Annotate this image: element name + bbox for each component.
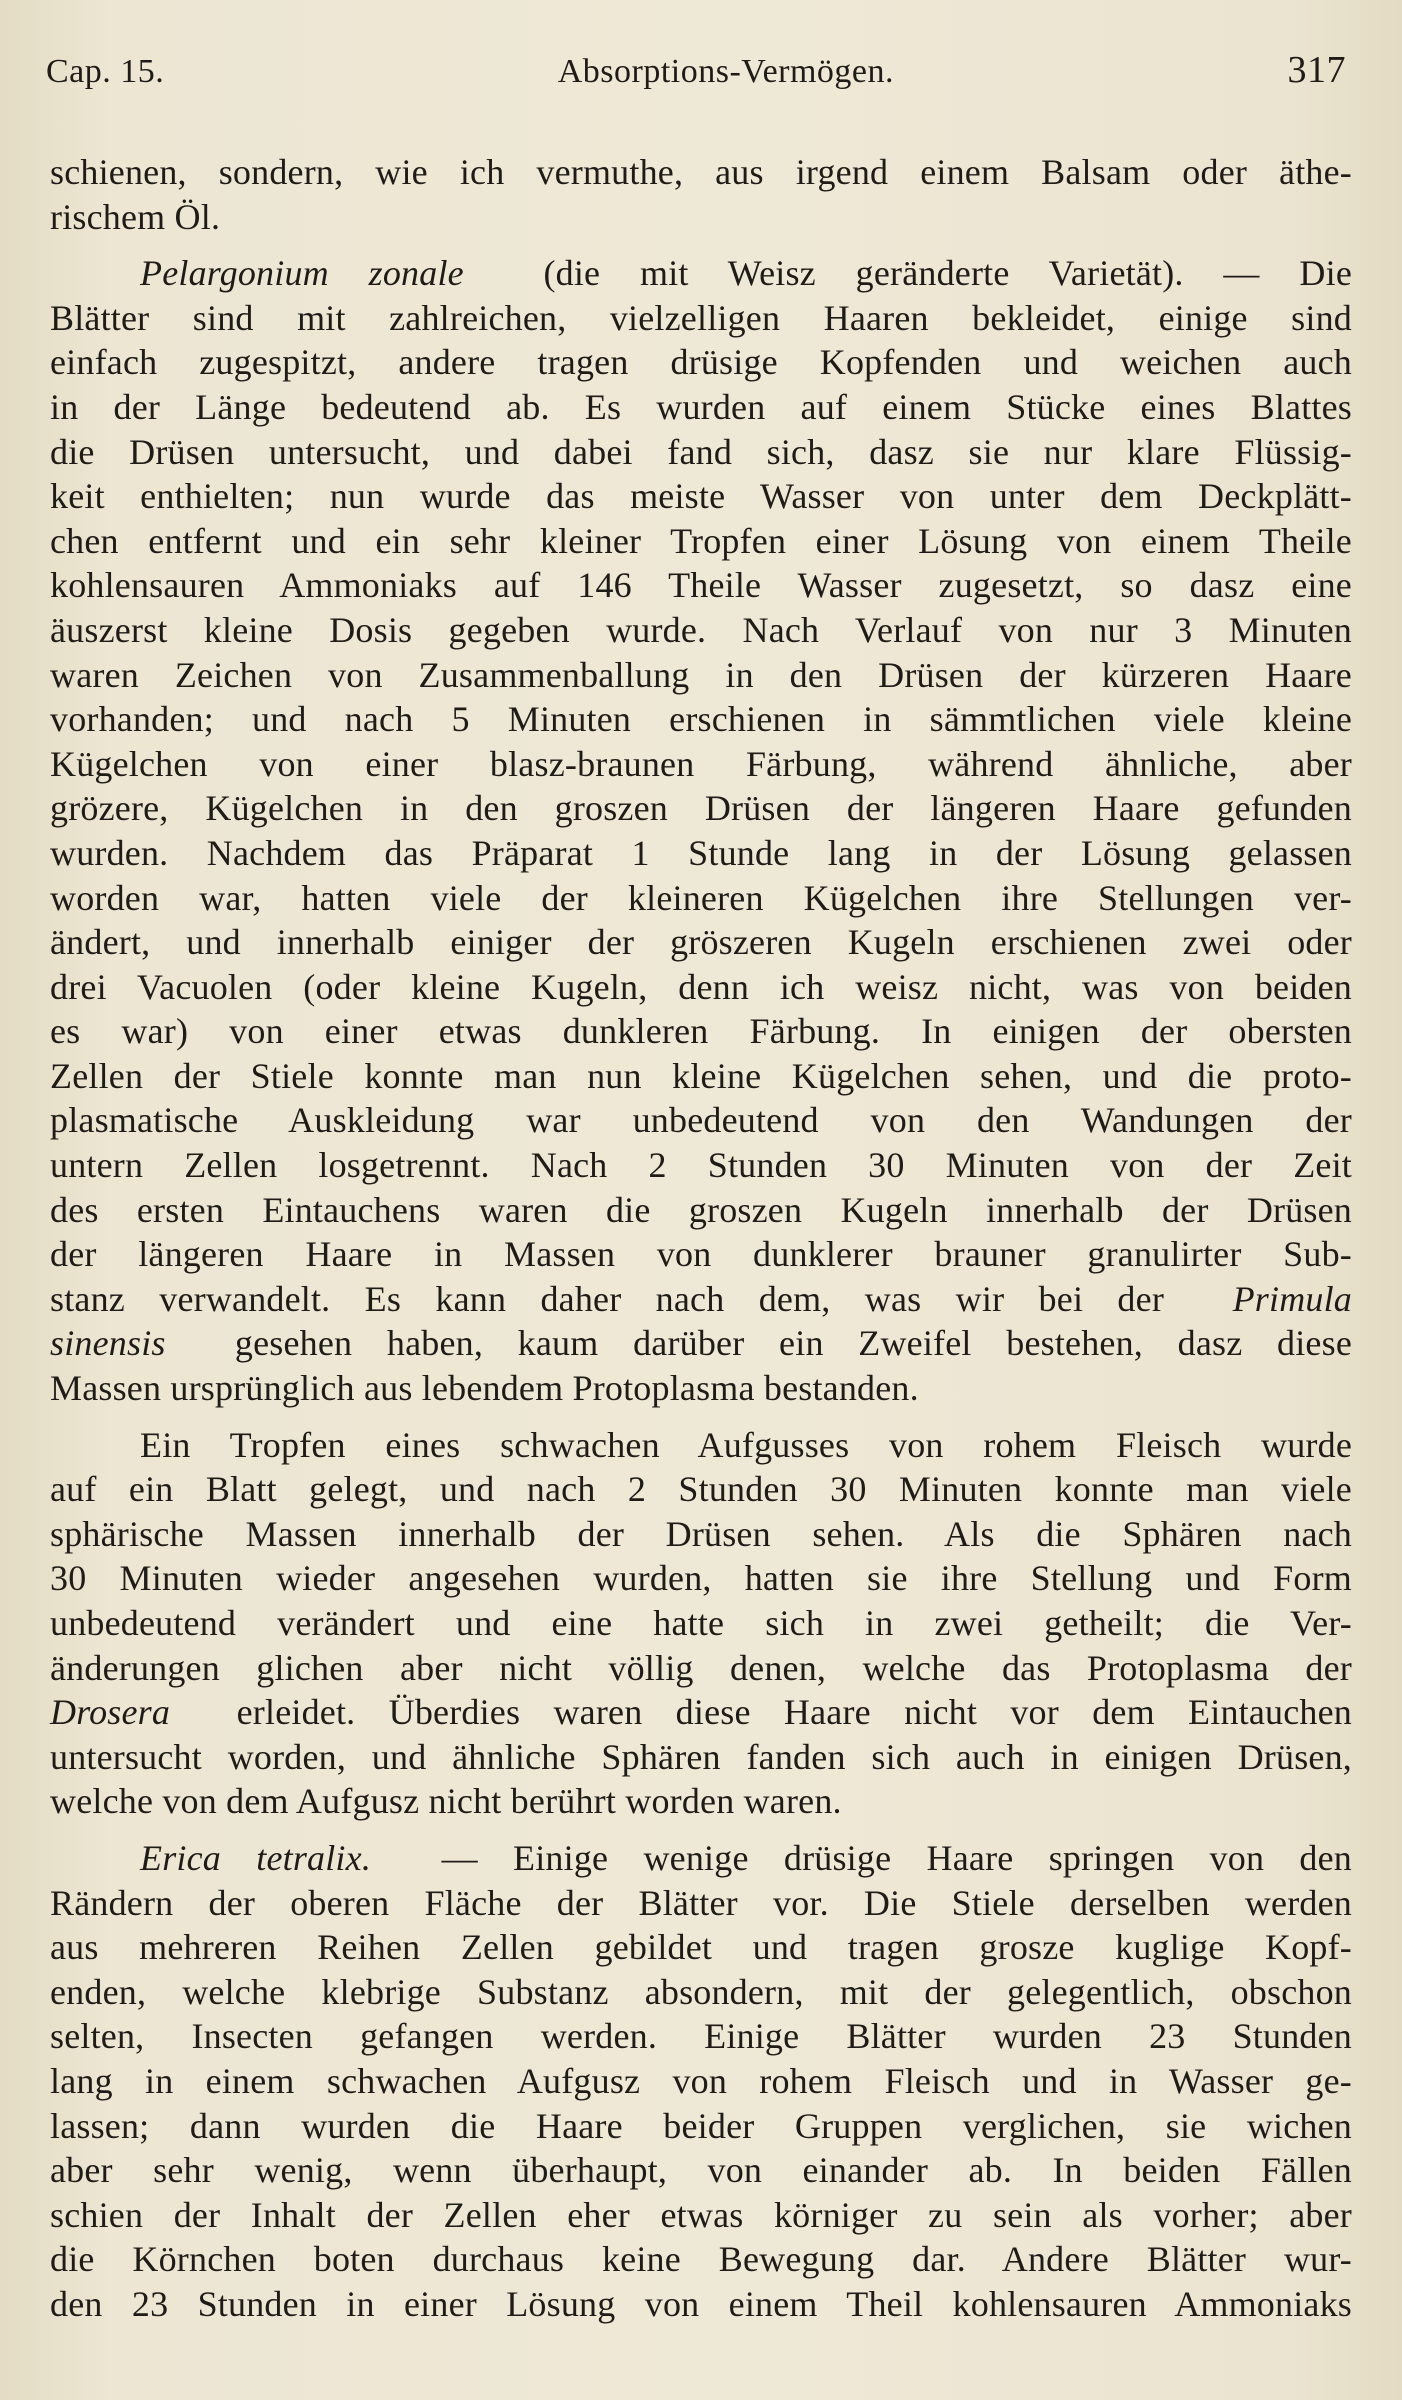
- paragraph-2: [50, 251, 1352, 1410]
- text-line: vorhanden; und nach 5 Minuten erschienen in sämmtlichen viele kleine: [50, 699, 1352, 740]
- species-name: Erica tetralix.: [140, 1837, 372, 1878]
- text-line: drei Vacuolen (oder kleine Kugeln, denn ich weisz nicht, was von beiden: [50, 966, 1352, 1007]
- text-line: einfach zugespitzt, andere tragen drüsige Kopfenden und weichen auch: [50, 342, 1352, 383]
- text-line: selten, Insecten gefangen werden. Einige Blätter wurden 23 Stunden: [50, 2016, 1352, 2057]
- text-run: stanz verwandelt. Es kann daher nach dem, was wir bei der: [50, 1278, 1165, 1319]
- text-line: untersucht worden, und ähnliche Sphären fanden sich auch in einigen Drüsen,: [50, 1736, 1352, 1777]
- text-line: sphärische Massen innerhalb der Drüsen sehen. Als die Sphären nach: [50, 1513, 1352, 1554]
- text-line: Ein Tropfen eines schwachen Aufgusses von rohem Fleisch wurde: [140, 1424, 1352, 1465]
- text-line: aber sehr wenig, wenn überhaupt, von einander ab. In beiden Fällen: [50, 2150, 1352, 2191]
- text-line: änderungen glichen aber nicht völlig denen, welche das Protoplasma der: [50, 1647, 1352, 1688]
- text-run: gesehen haben, kaum darüber ein Zweifel bestehen, dasz diese: [234, 1323, 1352, 1364]
- text-run: (die mit Weisz geränderte Varietät). — Die: [543, 253, 1352, 294]
- text-line: 30 Minuten wieder angesehen wurden, hatten sie ihre Stellung und Form: [50, 1558, 1352, 1599]
- text-line: [50, 1836, 1352, 1881]
- text-line: der längeren Haare in Massen von dunklerer brauner granulirter Sub-: [50, 1234, 1352, 1275]
- text-line: [50, 1690, 1352, 1735]
- text-line: ändert, und innerhalb einiger der gröszeren Kugeln erschienen zwei oder: [50, 922, 1352, 963]
- species-name: sinensis: [50, 1323, 166, 1364]
- text-line: aus mehreren Reihen Zellen gebildet und tragen grosze kuglige Kopf-: [50, 1927, 1352, 1968]
- text-line: plasmatische Auskleidung war unbedeutend von den Wandungen der: [50, 1100, 1352, 1141]
- text-line: [50, 1277, 1352, 1322]
- species-name: Drosera: [50, 1692, 171, 1733]
- text-line: grözere, Kügelchen in den groszen Drüsen der längeren Haare gefunden: [50, 788, 1352, 829]
- text-line: auf ein Blatt gelegt, und nach 2 Stunden 30 Minuten konnte man viele: [50, 1469, 1352, 1510]
- species-name: Pelargonium zonale: [140, 253, 464, 294]
- text-line: chen entfernt und ein sehr kleiner Tropfen einer Lösung von einem Theile: [50, 520, 1352, 561]
- text-line: waren Zeichen von Zusammenballung in den Drüsen der kürzeren Haare: [50, 654, 1352, 695]
- text-line: Zellen der Stiele konnte man nun kleine Kügelchen sehen, und die proto-: [50, 1055, 1352, 1096]
- text-line: unbedeutend verändert und eine hatte sich in zwei getheilt; die Ver-: [50, 1603, 1352, 1643]
- text-line: schienen, sondern, wie ich vermuthe, aus irgend einem Balsam oder äthe-: [50, 152, 1352, 192]
- text-line: die Drüsen untersucht, und dabei fand sich, dasz sie nur klare Flüssig-: [50, 431, 1352, 472]
- text-line: wurden. Nachdem das Präparat 1 Stunde lang in der Lösung gelassen: [50, 832, 1352, 873]
- paragraph-1: [50, 150, 1352, 239]
- running-title: Absorptions-Vermögen.: [557, 53, 895, 90]
- chapter-label: Cap. 15.: [46, 53, 165, 90]
- species-name: Primula: [1232, 1278, 1353, 1319]
- text-line: welche von dem Aufgusz nicht berührt worden waren.: [50, 1781, 842, 1822]
- text-line: äuszerst kleine Dosis gegeben wurde. Nach Verlauf von nur 3 Minuten: [50, 609, 1352, 650]
- text-line: Massen ursprünglich aus lebendem Protoplasma bestanden.: [50, 1368, 919, 1409]
- text-line: die Körnchen boten durchaus keine Bewegung dar. Andere Blätter wur-: [50, 2239, 1352, 2280]
- text-line: worden war, hatten viele der kleineren Kügelchen ihre Stellungen ver-: [50, 877, 1352, 918]
- text-line: des ersten Eintauchens waren die groszen Kugeln innerhalb der Drüsen: [50, 1189, 1352, 1230]
- text-line: [50, 251, 1352, 296]
- text-line: [50, 1321, 1352, 1366]
- text-line: enden, welche klebrige Substanz absondern, mit der gelegentlich, obschon: [50, 1971, 1352, 2012]
- text-run: erleidet. Überdies waren diese Haare nicht vor dem Eintauchen: [236, 1692, 1352, 1733]
- body-text: [50, 150, 1352, 2339]
- text-line: Blätter sind mit zahlreichen, vielzelligen Haaren bekleidet, einige sind: [50, 297, 1352, 338]
- text-line: in der Länge bedeutend ab. Es wurden auf einem Stücke eines Blattes: [50, 386, 1352, 427]
- text-line: den 23 Stunden in einer Lösung von einem Theil kohlensauren Ammoniaks: [50, 2283, 1352, 2324]
- paragraph-4: [50, 1836, 1352, 2327]
- text-line: es war) von einer etwas dunkleren Färbung. In einigen der obersten: [50, 1011, 1352, 1052]
- text-line: lassen; dann wurden die Haare beider Gruppen verglichen, sie wichen: [50, 2105, 1352, 2146]
- text-run: — Einige wenige drüsige Haare springen von den: [441, 1837, 1352, 1878]
- text-line: keit enthielten; nun wurde das meiste Wasser von unter dem Deckplätt-: [50, 476, 1352, 517]
- text-line: schien der Inhalt der Zellen eher etwas körniger zu sein als vorher; aber: [50, 2194, 1352, 2235]
- text-line: Kügelchen von einer blasz-braunen Färbung, während ähnliche, aber: [50, 743, 1352, 784]
- paragraph-3: [50, 1423, 1352, 1824]
- text-line: lang in einem schwachen Aufgusz von rohem Fleisch und in Wasser ge-: [50, 2060, 1352, 2101]
- text-line: rischem Öl.: [50, 196, 221, 237]
- text-line: kohlensauren Ammoniaks auf 146 Theile Wasser zugesetzt, so dasz eine: [50, 565, 1352, 606]
- text-line: untern Zellen losgetrennt. Nach 2 Stunden 30 Minuten von der Zeit: [50, 1145, 1352, 1186]
- page-number: 317: [1287, 49, 1346, 91]
- running-header: [46, 48, 1346, 108]
- text-line: Rändern der oberen Fläche der Blätter vor. Die Stiele derselben werden: [50, 1882, 1352, 1923]
